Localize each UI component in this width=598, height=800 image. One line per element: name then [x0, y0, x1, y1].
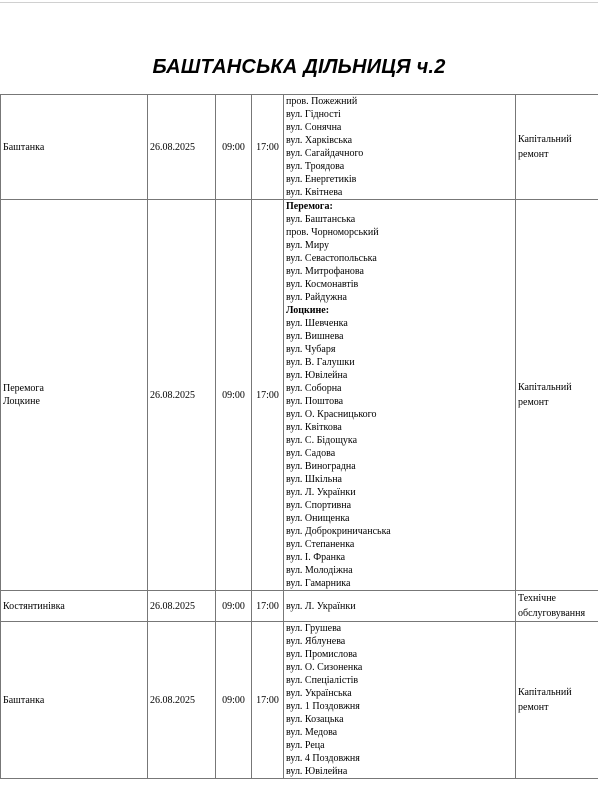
streets-cell — [284, 95, 516, 200]
location-name: Лоцкине — [3, 396, 40, 407]
work-type-text: ремонт — [518, 397, 549, 408]
table-row — [1, 200, 598, 591]
street-item: вул. Степаненка — [286, 539, 355, 550]
date-cell: 26.08.2025 — [148, 200, 216, 591]
work-type-text: Капітальний — [518, 382, 572, 393]
street-item: вул. Чубаря — [286, 344, 336, 355]
street-item: вул. Райдужна — [286, 292, 347, 303]
street-item: вул. Українська — [286, 688, 352, 699]
location-name: Костянтинівка — [3, 600, 65, 612]
street-item: вул. Промислова — [286, 649, 358, 660]
location-cell — [1, 591, 148, 622]
date-cell: 26.08.2025 — [148, 95, 216, 200]
street-item: вул. Ювілейна — [286, 370, 348, 381]
street-item: вул. Троядова — [286, 161, 345, 172]
street-item: вул. Севастопольська — [286, 253, 377, 264]
end-time-cell: 17:00 — [252, 200, 284, 591]
work-type-cell — [516, 591, 598, 622]
location-cell — [1, 95, 148, 200]
end-time-cell: 17:00 — [252, 591, 284, 622]
street-item: вул. Л. Українки — [286, 487, 356, 498]
street-item: вул. Шкільна — [286, 474, 342, 485]
street-item: вул. Шевченка — [286, 318, 348, 329]
street-item: вул. Соборна — [286, 383, 342, 394]
location-name: Баштанка — [3, 141, 45, 153]
work-type-text: Капітальний — [518, 134, 572, 145]
street-item: вул. 4 Поздовжня — [286, 753, 360, 764]
street-item: вул. Поштова — [286, 396, 344, 407]
street-item: вул. Л. Українки — [286, 600, 356, 612]
table-row — [1, 622, 598, 779]
work-type-text: Капітальний — [518, 687, 572, 698]
work-type-text: обслуговування — [518, 608, 586, 619]
street-item: вул. Доброкриничанська — [286, 526, 391, 537]
street-item: вул. Садова — [286, 448, 336, 459]
street-item: вул. О. Красницького — [286, 409, 377, 420]
street-item: вул. Митрофанова — [286, 266, 364, 277]
work-type-text: ремонт — [518, 149, 549, 160]
table-row — [1, 591, 598, 622]
street-item: вул. Молодіжна — [286, 565, 353, 576]
streets-cell — [284, 200, 516, 591]
street-item: вул. Енергетиків — [286, 174, 357, 185]
schedule-table — [0, 94, 598, 779]
settlement-heading: Перемога: — [286, 201, 333, 212]
street-item: вул. Медова — [286, 727, 338, 738]
table-row — [1, 95, 598, 200]
work-type-text: ремонт — [518, 702, 549, 713]
street-item: пров. Чорноморський — [286, 227, 379, 238]
date-cell: 26.08.2025 — [148, 591, 216, 622]
street-item: вул. Грушева — [286, 623, 342, 634]
street-item: вул. Спортивна — [286, 500, 352, 511]
street-item: вул. Реца — [286, 740, 325, 751]
start-time-cell: 09:00 — [216, 200, 252, 591]
street-item: вул. Гідності — [286, 109, 341, 120]
street-item: вул. Ювілейна — [286, 766, 348, 777]
work-type-cell — [516, 622, 598, 779]
work-type-cell — [516, 200, 598, 591]
streets-cell — [284, 591, 516, 622]
street-item: вул. С. Бідощука — [286, 435, 358, 446]
page-title: БАШТАНСЬКА ДІЛЬНИЦЯ ч.2 — [152, 56, 446, 78]
street-item: вул. Онищенка — [286, 513, 350, 524]
street-item: вул. В. Галушки — [286, 357, 355, 368]
street-item: вул. Козацька — [286, 714, 344, 725]
street-item: вул. Квітнева — [286, 187, 343, 198]
date-cell: 26.08.2025 — [148, 622, 216, 779]
end-time-cell: 17:00 — [252, 622, 284, 779]
street-item: вул. Квіткова — [286, 422, 342, 433]
street-item: вул. Гамарника — [286, 578, 351, 589]
street-item: вул. І. Франка — [286, 552, 346, 563]
start-time-cell: 09:00 — [216, 95, 252, 200]
work-type-cell — [516, 95, 598, 200]
street-item: вул. Миру — [286, 240, 330, 251]
location-name: Баштанка — [3, 694, 45, 706]
street-item: вул. Сагайдачного — [286, 148, 364, 159]
street-item: вул. О. Сизоненка — [286, 662, 363, 673]
location-cell — [1, 622, 148, 779]
street-item: пров. Пожежний — [286, 96, 358, 107]
location-name: Перемога — [3, 383, 44, 394]
street-item: вул. Яблунева — [286, 636, 346, 647]
schedule-table-body — [1, 95, 598, 779]
street-item: вул. Космонавтів — [286, 279, 359, 290]
street-item: вул. Виноградна — [286, 461, 356, 472]
location-cell — [1, 200, 148, 591]
streets-cell — [284, 622, 516, 779]
settlement-heading: Лоцкине: — [286, 305, 330, 316]
street-item: вул. Харківська — [286, 135, 353, 146]
start-time-cell: 09:00 — [216, 622, 252, 779]
street-item: вул. Спеціалістів — [286, 675, 359, 686]
street-item: вул. 1 Поздовжня — [286, 701, 360, 712]
end-time-cell: 17:00 — [252, 95, 284, 200]
street-item: вул. Сонячна — [286, 122, 342, 133]
start-time-cell: 09:00 — [216, 591, 252, 622]
work-type-text: Технічне — [518, 593, 556, 604]
street-item: вул. Вишнева — [286, 331, 344, 342]
street-item: вул. Баштанська — [286, 214, 356, 225]
page-top-border — [0, 2, 598, 3]
